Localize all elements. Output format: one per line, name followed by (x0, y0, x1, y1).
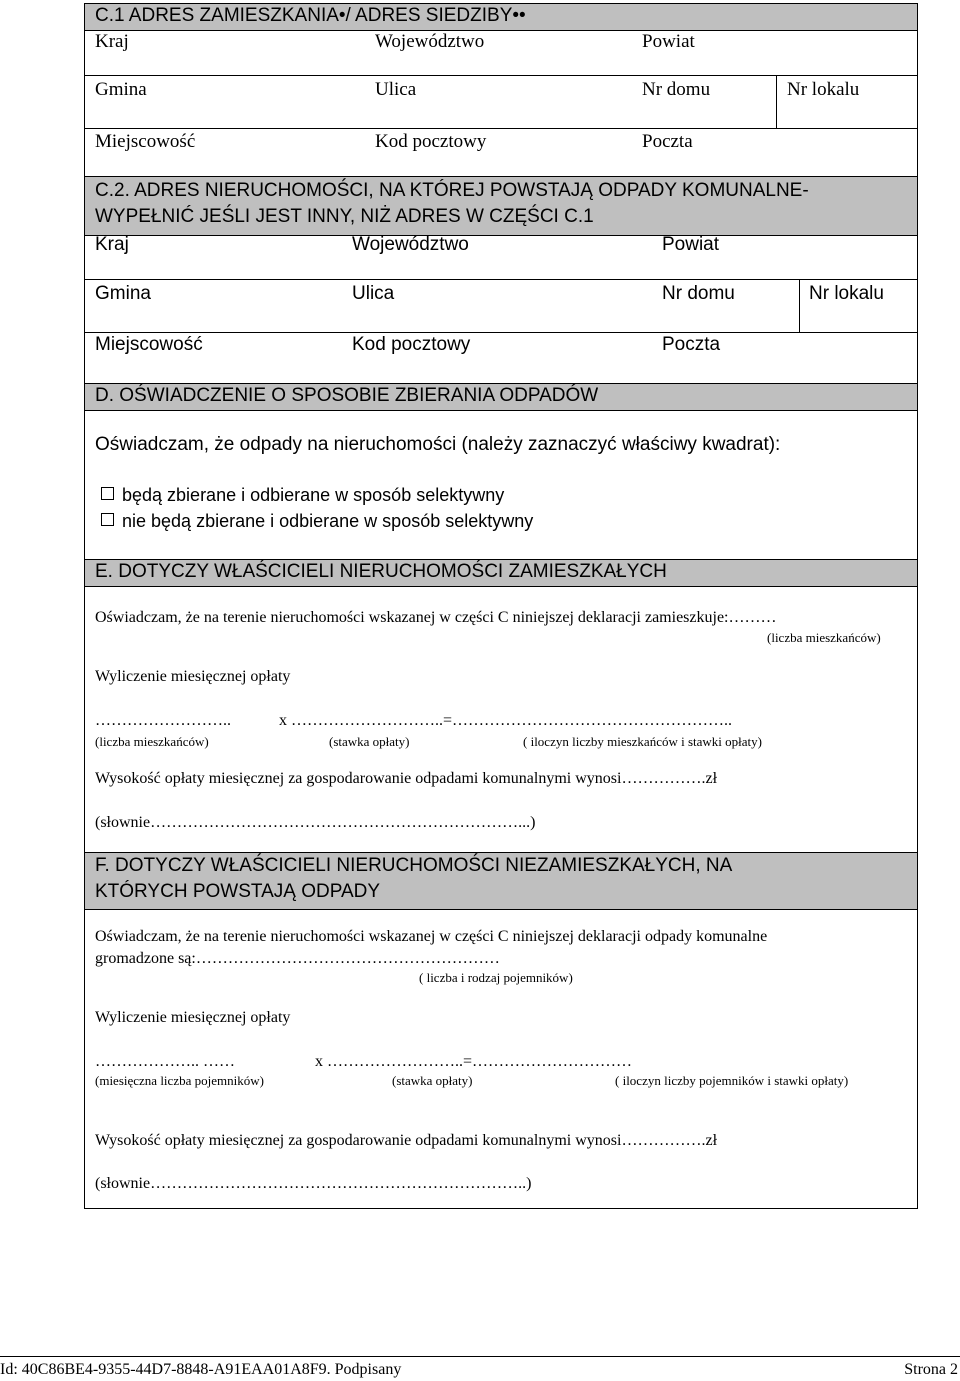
calc-note-product: ( iloczyn liczby pojemników i stawki opłaty) (615, 1073, 849, 1088)
divider (85, 332, 917, 333)
section-f-header (85, 852, 917, 910)
section-f-title-line2: KTÓRYCH POWSTAJĄ ODPADY (95, 881, 381, 902)
section-f-words: (słownie……………………………………………………………..) (95, 1175, 532, 1192)
checkbox-icon[interactable] (101, 487, 114, 500)
residents-count-field: …………………….. (95, 712, 231, 729)
section-e-words: (słownie……………………………………………………………...) (95, 814, 536, 831)
section-f-fee: Wysokość opłaty miesięcznej za gospodarowanie odpadami komunalnymi wynosi…………….zł (95, 1132, 718, 1149)
checkbox-icon[interactable] (101, 513, 114, 526)
calc-note-containers: (miesięczna liczba pojemników) (95, 1073, 264, 1088)
divider (85, 128, 917, 129)
section-d-header (85, 383, 917, 411)
c1-gmina-label: Gmina (95, 79, 147, 100)
section-e-fee: Wysokość opłaty miesięcznej za gospodarowanie odpadami komunalnymi wynosi…………….zł (95, 770, 718, 787)
divider (85, 279, 917, 280)
section-c2-title-line2: WYPEŁNIĆ JEŚLI JEST INNY, NIŻ ADRES W CZĘŚCI C.1 (95, 206, 594, 227)
section-e-title: E. DOTYCZY WŁAŚCICIELI NIERUCHOMOŚCI ZAMIESZKAŁYCH (95, 561, 667, 582)
section-f-calc-label: Wyliczenie miesięcznej opłaty (95, 1009, 291, 1026)
c1-nr-lokalu-label: Nr lokalu (787, 79, 860, 100)
c1-kraj-label: Kraj (95, 31, 129, 52)
option-selective[interactable] (101, 485, 504, 506)
declaration-form (84, 3, 918, 1209)
page-number: Strona 2 (904, 1361, 958, 1378)
section-e-header (85, 559, 917, 587)
calc-note-residents: (liczba mieszkańców) (95, 734, 209, 749)
calc-note-product: ( iloczyn liczby mieszkańców i stawki opłaty) (523, 734, 762, 749)
c2-miejscowosc-label: Miejscowość (95, 334, 203, 355)
option-non-selective[interactable] (101, 511, 533, 532)
c1-miejscowosc-label: Miejscowość (95, 131, 196, 152)
containers-note: ( liczba i rodzaj pojemników) (419, 970, 573, 985)
calc-expression: x ………………………..=…………………………………………….. (279, 712, 733, 729)
section-f-statement-line2: gromadzone są:………………………………………………… (95, 950, 500, 967)
section-c1-header (85, 4, 917, 31)
document-id: Id: 40C86BE4-9355-44D7-8848-A91EAA01A8F9. Podpisany (0, 1361, 402, 1378)
c2-powiat-label: Powiat (662, 234, 720, 255)
c1-wojewodztwo-label: Województwo (375, 31, 485, 52)
c1-nr-domu-label: Nr domu (642, 79, 711, 100)
section-c2-header (85, 176, 917, 236)
section-e-calc-label: Wyliczenie miesięcznej opłaty (95, 668, 291, 685)
section-c2-title-line1: C.2. ADRES NIERUCHOMOŚCI, NA KTÓREJ POWSTAJĄ ODPADY KOMUNALNE- (95, 180, 809, 201)
c1-ulica-label: Ulica (375, 79, 417, 100)
c2-kraj-label: Kraj (95, 234, 129, 255)
section-f-title-line1: F. DOTYCZY WŁAŚCICIELI NIERUCHOMOŚCI NIEZAMIESZKAŁYCH, NA (95, 855, 733, 876)
c1-powiat-label: Powiat (642, 31, 695, 52)
c1-poczta-label: Poczta (642, 131, 693, 152)
page-footer (0, 1356, 960, 1381)
section-d-statement: Oświadczam, że odpady na nieruchomości (należy zaznaczyć właściwy kwadrat): (95, 434, 781, 455)
c2-wojewodztwo-label: Województwo (352, 234, 469, 255)
option-selective-label: będą zbierane i odbierane w sposób selektywny (122, 485, 505, 505)
calc-note-rate: (stawka opłaty) (329, 734, 410, 749)
c1-kod-label: Kod pocztowy (375, 131, 487, 152)
option-non-selective-label: nie będą zbierane i odbierane w sposób selektywny (122, 511, 534, 531)
divider (799, 280, 800, 332)
calc-expression: x ……………………..=………………………… (315, 1053, 633, 1070)
c2-nr-domu-label: Nr domu (662, 283, 735, 304)
section-f-statement-line1: Oświadczam, że na terenie nieruchomości wskazanej w części C niniejszej deklaracji odpady komunalne (95, 928, 768, 945)
c2-ulica-label: Ulica (352, 283, 395, 304)
c2-kod-label: Kod pocztowy (352, 334, 471, 355)
c2-gmina-label: Gmina (95, 283, 151, 304)
c2-poczta-label: Poczta (662, 334, 721, 355)
c2-nr-lokalu-label: Nr lokalu (809, 283, 884, 304)
section-e-statement: Oświadczam, że na terenie nieruchomości wskazanej w części C niniejszej deklaracji zamieszkuje:……… (95, 609, 777, 626)
divider (85, 75, 917, 76)
divider (776, 76, 777, 128)
calc-note-rate: (stawka opłaty) (392, 1073, 473, 1088)
residents-note: (liczba mieszkańców) (767, 630, 881, 645)
containers-count-field: ……………….. …… (95, 1053, 235, 1070)
section-d-title: D. OŚWIADCZENIE O SPOSOBIE ZBIERANIA ODPADÓW (95, 385, 599, 406)
section-c1-title: C.1 ADRES ZAMIESZKANIA•/ ADRES SIEDZIBY•• (95, 5, 526, 26)
